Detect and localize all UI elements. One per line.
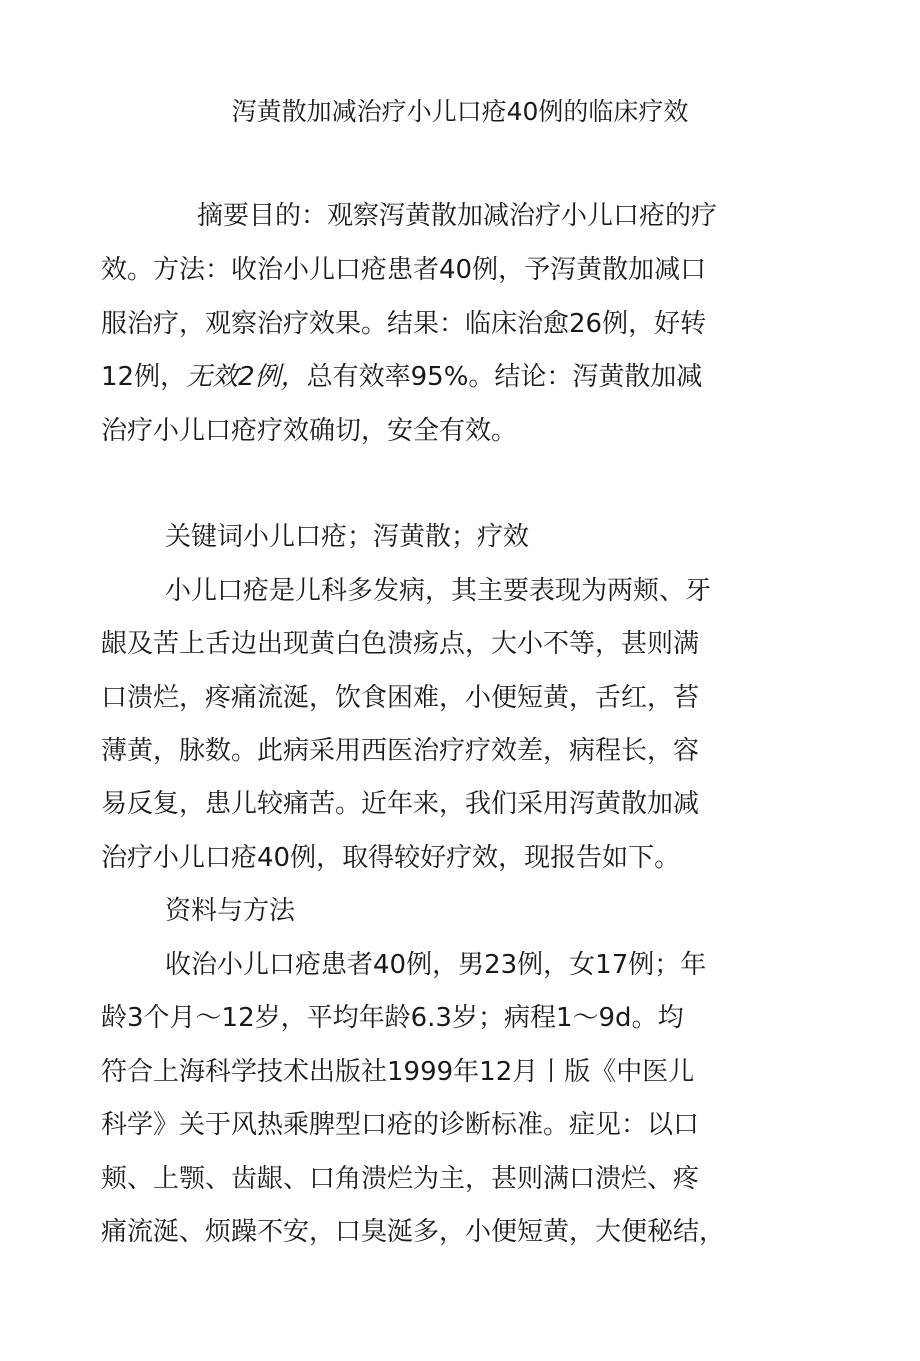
abstract-line-4: [101, 359, 702, 395]
abstract-line-4-part-2: 无效2例，: [186, 362, 307, 392]
abstract-line-2: 效。方法：收治小儿口疮患者40例，予泻黄散加减口: [101, 255, 707, 285]
methods-line-1: 收治小儿口疮患者40例，男23例，女17例；年: [165, 950, 707, 980]
methods-line-6: 痛流涎、烦躁不安，口臭涎多，小便短黄，大便秘结，: [101, 1217, 726, 1247]
abstract-line-4-part-1: 12例，: [101, 362, 187, 392]
keywords: 关键词小儿口疮；泻黄散；疗效: [165, 522, 530, 552]
document-title: 泻黄散加减治疗小儿口疮40例的临床疗效: [231, 97, 689, 126]
abstract-line-5: 治疗小儿口疮疗效确切，安全有效。: [101, 416, 518, 446]
abstract-line-1: 摘要目的：观察泻黄散加减治疗小儿口疮的疗: [197, 201, 718, 231]
abstract-line-3: 服治疗，观察治疗效果。结果：临床治愈26例，好转: [101, 309, 707, 339]
section-heading: 资料与方法: [165, 896, 296, 926]
methods-line-4: 科学》关于风热乘脾型口疮的诊断标准。症见：以口: [101, 1110, 700, 1140]
methods-line-3: 符合上海科学技术出版社1999年12月丨版《中医儿: [101, 1057, 695, 1087]
intro-line-5: 易反复，患儿较痛苦。近年来，我们采用泻黄散加减: [101, 789, 700, 819]
intro-line-4: 薄黄，脉数。此病采用西医治疗疗效差，病程长，容: [101, 736, 700, 766]
intro-line-3: 口溃烂，疼痛流涎，饮食困难，小便短黄，舌红，苔: [101, 683, 700, 713]
intro-line-6: 治疗小儿口疮40例，取得较好疗效，现报告如下。: [101, 843, 681, 873]
methods-line-2: 龄3个月～12岁，平均年龄6.3岁；病程1～9d。均: [101, 1003, 684, 1033]
intro-line-2: 龈及苦上舌边出现黄白色溃疡点，大小不等，甚则满: [101, 629, 700, 659]
intro-line-1: 小儿口疮是儿科多发病，其主要表现为两颊、牙: [165, 576, 712, 606]
abstract-line-4-part-3: 总有效率95%。结论：泻黄散加减: [306, 362, 703, 392]
methods-line-5: 颊、上颚、齿龈、口角溃烂为主，甚则满口溃烂、疼: [101, 1164, 700, 1194]
